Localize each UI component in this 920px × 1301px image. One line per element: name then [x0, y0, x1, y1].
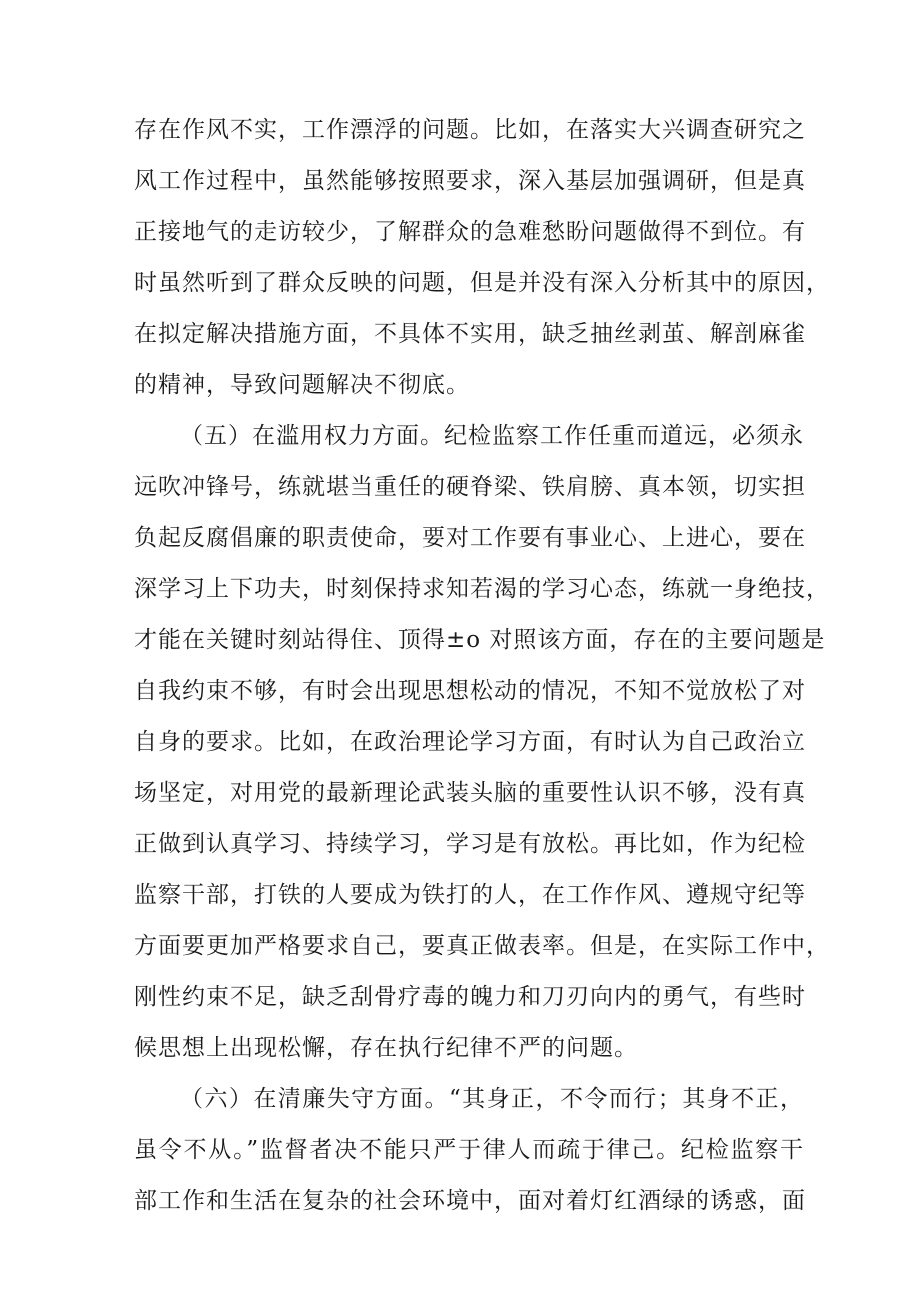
text-line: 虽令不从。”监督者决不能只严于律人而疏于律己。纪检监察干 — [134, 1137, 804, 1163]
text-line: 方面要更加严格要求自己，要真正做表率。但是，在实际工作中， — [134, 933, 830, 959]
text-line: 负起反腐倡廉的职责使命，要对工作要有事业心、上进心，要在 — [134, 525, 806, 551]
text-line: 时虽然听到了群众反映的问题，但是并没有深入分析其中的原因， — [134, 270, 830, 296]
text-line: 的精神，导致问题解决不彻底。 — [134, 372, 470, 398]
text-line: 在拟定解决措施方面，不具体不实用，缺乏抽丝剥茧、解剖麻雀 — [134, 321, 806, 347]
paragraph-heading-6: （六）在清廉失守方面。“其身正，不令而行；其身不正， — [180, 1086, 804, 1112]
text-line: 候思想上出现松懈，存在执行纪律不严的问题。 — [134, 1035, 638, 1061]
text-line: 部工作和生活在复杂的社会环境中，面对着灯红酒绿的诱惑，面 — [134, 1188, 806, 1214]
text-line: 存在作风不实，工作漂浮的问题。比如，在落实大兴调查研究之 — [134, 117, 806, 143]
text-line: 才能在关键时刻站得住、顶得±o 对照该方面，存在的主要问题是 — [134, 627, 826, 653]
text-line: 正接地气的走访较少，了解群众的急难愁盼问题做得不到位。有 — [134, 219, 806, 245]
text-line: 监察干部，打铁的人要成为铁打的人，在工作作风、遵规守纪等 — [134, 882, 806, 908]
text-line: 远吹冲锋号，练就堪当重任的硬脊梁、铁肩膀、真本领，切实担 — [134, 474, 806, 500]
text-line: 场坚定，对用党的最新理论武装头脑的重要性认识不够，没有真 — [134, 780, 806, 806]
text-line: 正做到认真学习、持续学习，学习是有放松。再比如，作为纪检 — [134, 831, 806, 857]
text-line: 刚性约束不足，缺乏刮骨疗毒的魄力和刀刃向内的勇气，有些时 — [134, 984, 806, 1010]
text-line: 深学习上下功夫，时刻保持求知若渴的学习心态，练就一身绝技， — [134, 576, 830, 602]
text-line: 自我约束不够，有时会出现思想松动的情况，不知不觉放松了对 — [134, 678, 806, 704]
text-line: 风工作过程中，虽然能够按照要求，深入基层加强调研，但是真 — [134, 168, 806, 194]
paragraph-heading-5: （五）在滥用权力方面。纪检监察工作任重而道远，必须永 — [180, 423, 804, 449]
text-line: 自身的要求。比如，在政治理论学习方面，有时认为自己政治立 — [134, 729, 806, 755]
